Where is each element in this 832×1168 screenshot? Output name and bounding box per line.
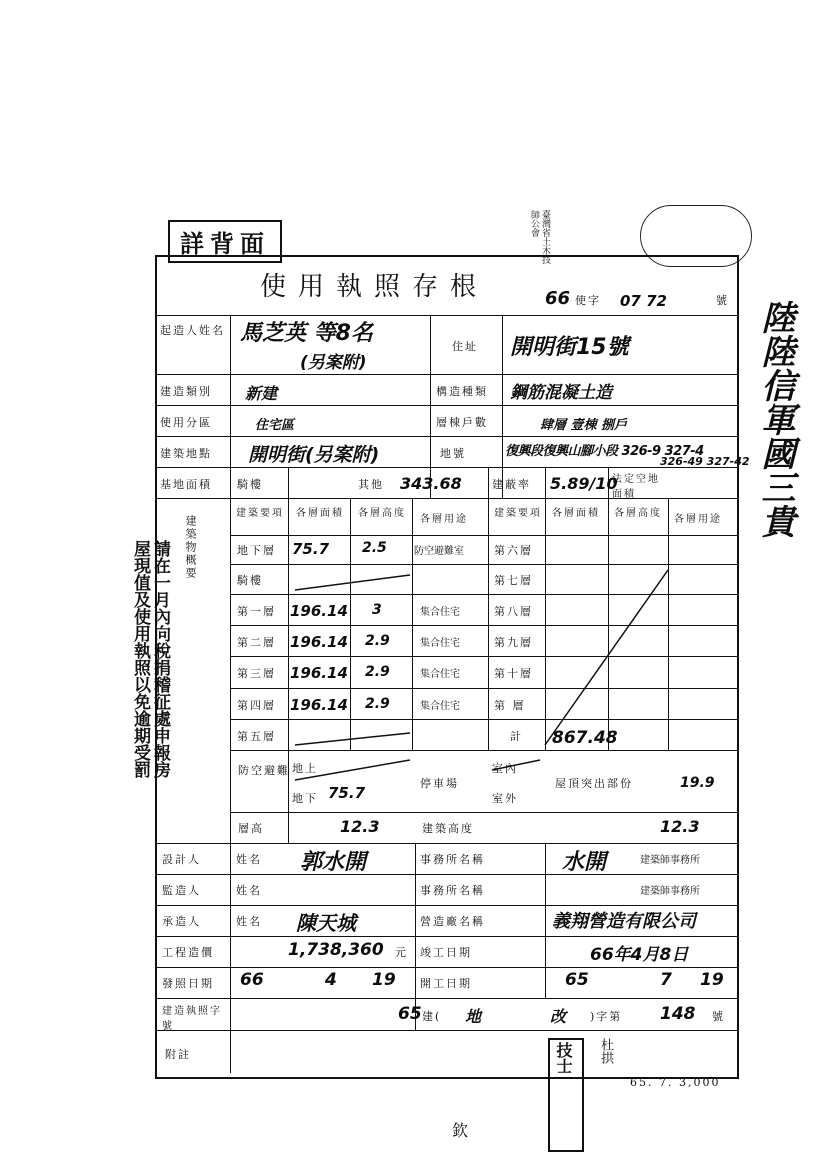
building-height-value: 12.3 [660,817,700,836]
label-supervisor-name: 姓名 [236,884,262,897]
use-left-0: 防空避難室 [414,546,464,557]
header-item: 建築要項 [236,508,284,519]
area-left-2: 196.14 [290,602,348,620]
use-left-4: 集合住宅 [420,669,460,680]
issue-month: 4 [325,970,337,990]
height-left-4: 2.9 [365,664,390,680]
total-area: 867.48 [552,728,618,748]
start-day: 19 [700,970,724,990]
header-area-2: 各層面積 [552,508,600,519]
supervisor-office-suffix: 建築師事務所 [640,886,700,897]
issue-year: 66 [240,970,264,990]
floor-right-3: 第九層 [494,636,533,649]
label-designer-name: 姓名 [236,853,262,866]
label-location: 建築地點 [160,447,212,460]
cost-unit: 元 [395,946,408,959]
label-build-type: 建造類別 [160,385,212,398]
permit-end: )字第 [590,1010,623,1023]
permit-number-value: 07 72 [620,292,667,310]
completion-date: 66年4月8日 [590,945,689,965]
label-contractor-firm: 營造廠名稱 [420,915,485,928]
start-year: 65 [565,970,589,990]
label-floor-height: 層高 [238,822,264,835]
floor-left-0: 地下層 [237,544,276,557]
label-completion: 竣工日期 [420,946,472,959]
builder-name-2: (另案附) [300,353,367,373]
label-overview: 建築物概要 [184,515,197,580]
label-below: 地下 [292,792,318,805]
side-note-right: 陸陸信軍國三貴 [755,300,795,538]
height-left-3: 2.9 [365,633,390,649]
floor-right-4: 第十層 [494,667,533,680]
header-use: 各層用途 [420,514,468,525]
use-left-2: 集合住宅 [420,607,460,618]
contractor-name: 陳天城 [296,911,356,935]
floor-left-5: 第四層 [237,699,276,712]
floor-right-5: 第 層 [494,699,526,712]
label-arcade: 騎樓 [237,478,263,491]
label-designer: 設計人 [162,853,201,866]
address-value: 開明街15號 [510,335,629,360]
label-address: 住址 [452,340,478,353]
location-value: 開明街(另案附) [248,444,380,466]
seal-text-a: 技士 [554,1042,573,1074]
label-lot: 地號 [440,447,466,460]
lot-value-2: 326-49 327-42 [660,455,750,468]
label-shelter: 防空避難 [238,764,290,777]
side-note-col2: 請在一月內向稅捐稽征處申報房 [150,540,170,778]
use-left-5: 集合住宅 [420,701,460,712]
other-area: 343.68 [400,474,462,493]
build-type-value: 新建 [245,384,278,403]
issue-day: 19 [372,970,396,990]
label-zone: 使用分區 [160,416,212,429]
header-height-2: 各層高度 [614,508,662,519]
designer-name: 郭水開 [300,850,367,875]
floor-right-1: 第七層 [494,574,533,587]
header-use-2: 各層用途 [674,514,722,525]
label-structure: 構造種類 [436,385,488,398]
floor-height-value: 12.3 [340,817,380,836]
structure-value: 鋼筋混凝土造 [510,383,612,403]
label-builder: 起造人姓名 [160,324,225,337]
label-remarks: 附註 [165,1048,191,1061]
area-left-4: 196.14 [290,664,348,682]
floor-left-3: 第二層 [237,636,276,649]
height-left-0: 2.5 [362,540,387,556]
label-supervisor-office: 事務所名稱 [420,884,485,897]
header-area: 各層面積 [296,508,344,519]
label-legal-open: 法定空地面積 [612,474,660,500]
floor-left-2: 第一層 [237,605,276,618]
label-permit-no: 建造執照字號 [162,1006,222,1032]
label-supervisor: 監造人 [162,884,201,897]
label-roof: 屋頂突出部份 [555,777,633,790]
shelter-below-value: 75.7 [328,784,366,802]
total-label: 計 [510,730,523,743]
form-title: 使用執照存根 [260,272,489,302]
floor-right-0: 第六層 [494,544,533,557]
permit-mid: 建( [422,1010,442,1023]
floor-right-2: 第八層 [494,605,533,618]
roof-value: 19.9 [680,775,715,791]
header-item-2: 建築要項 [494,508,542,519]
label-floors: 層棟戶數 [436,416,488,429]
permit-c: 改 [550,1007,567,1026]
label-other: 其他 [358,478,384,491]
label-outdoor: 室外 [492,792,518,805]
label-site-area: 基地面積 [160,478,212,491]
floor-left-4: 第三層 [237,667,276,680]
contractor-firm: 義翔營造有限公司 [552,911,696,932]
label-parking: 停車場 [420,777,459,790]
designer-office: 水開 [562,850,607,875]
use-left-3: 集合住宅 [420,638,460,649]
label-contractor: 承造人 [162,915,201,928]
zone-value: 住宅區 [255,418,295,433]
permit-a: 地 [465,1007,482,1026]
detail-back-tag: 詳背面 [168,220,282,263]
coverage-value: 5.89/10 [550,474,618,493]
label-above: 地上 [292,762,318,775]
area-left-0: 75.7 [292,540,330,558]
area-left-5: 196.14 [290,696,348,714]
permit-year: 65 [398,1004,422,1024]
permit-number-word: 使字 [575,294,601,307]
floors-value: 肆層 壹棟 捌戶 [540,418,628,433]
office-stamp-text: 臺灣省土木技師公會 [529,210,550,264]
seal-text-b: 杜拱 [598,1038,613,1064]
designer-office-suffix: 建築師事務所 [640,855,700,866]
label-designer-office: 事務所名稱 [420,853,485,866]
label-contractor-name: 姓名 [236,915,262,928]
area-left-3: 196.14 [290,633,348,651]
label-indoor: 室內 [492,762,518,775]
label-cost: 工程造價 [162,946,214,959]
print-code: 65. 7. 3,000 [630,1076,721,1089]
seal-text-d: 欽 [452,1121,471,1140]
floor-left-1: 騎樓 [237,574,263,587]
permit-number-prefix: 66 [545,288,571,309]
height-left-2: 3 [372,602,382,618]
floor-left-6: 第五層 [237,730,276,743]
permit-number: 148 [660,1004,696,1024]
label-start-date: 開工日期 [420,977,472,990]
side-note-col1: 屋現值及使用執照以免逾期受罰 [130,540,150,778]
builder-name: 馬芝英 等8名 [240,321,373,346]
cost-value: 1,738,360 [288,940,384,960]
header-height: 各層高度 [358,508,406,519]
permit-number-suffix: 號 [716,294,729,307]
start-month: 7 [660,970,672,990]
label-building-height: 建築高度 [422,822,474,835]
permit-hao: 號 [712,1010,725,1023]
label-coverage: 建蔽率 [492,478,531,491]
height-left-5: 2.9 [365,696,390,712]
label-issue-date: 發照日期 [162,977,214,990]
lot-value: 復興段復興山腳小段 326-9 327-4 [505,444,704,459]
